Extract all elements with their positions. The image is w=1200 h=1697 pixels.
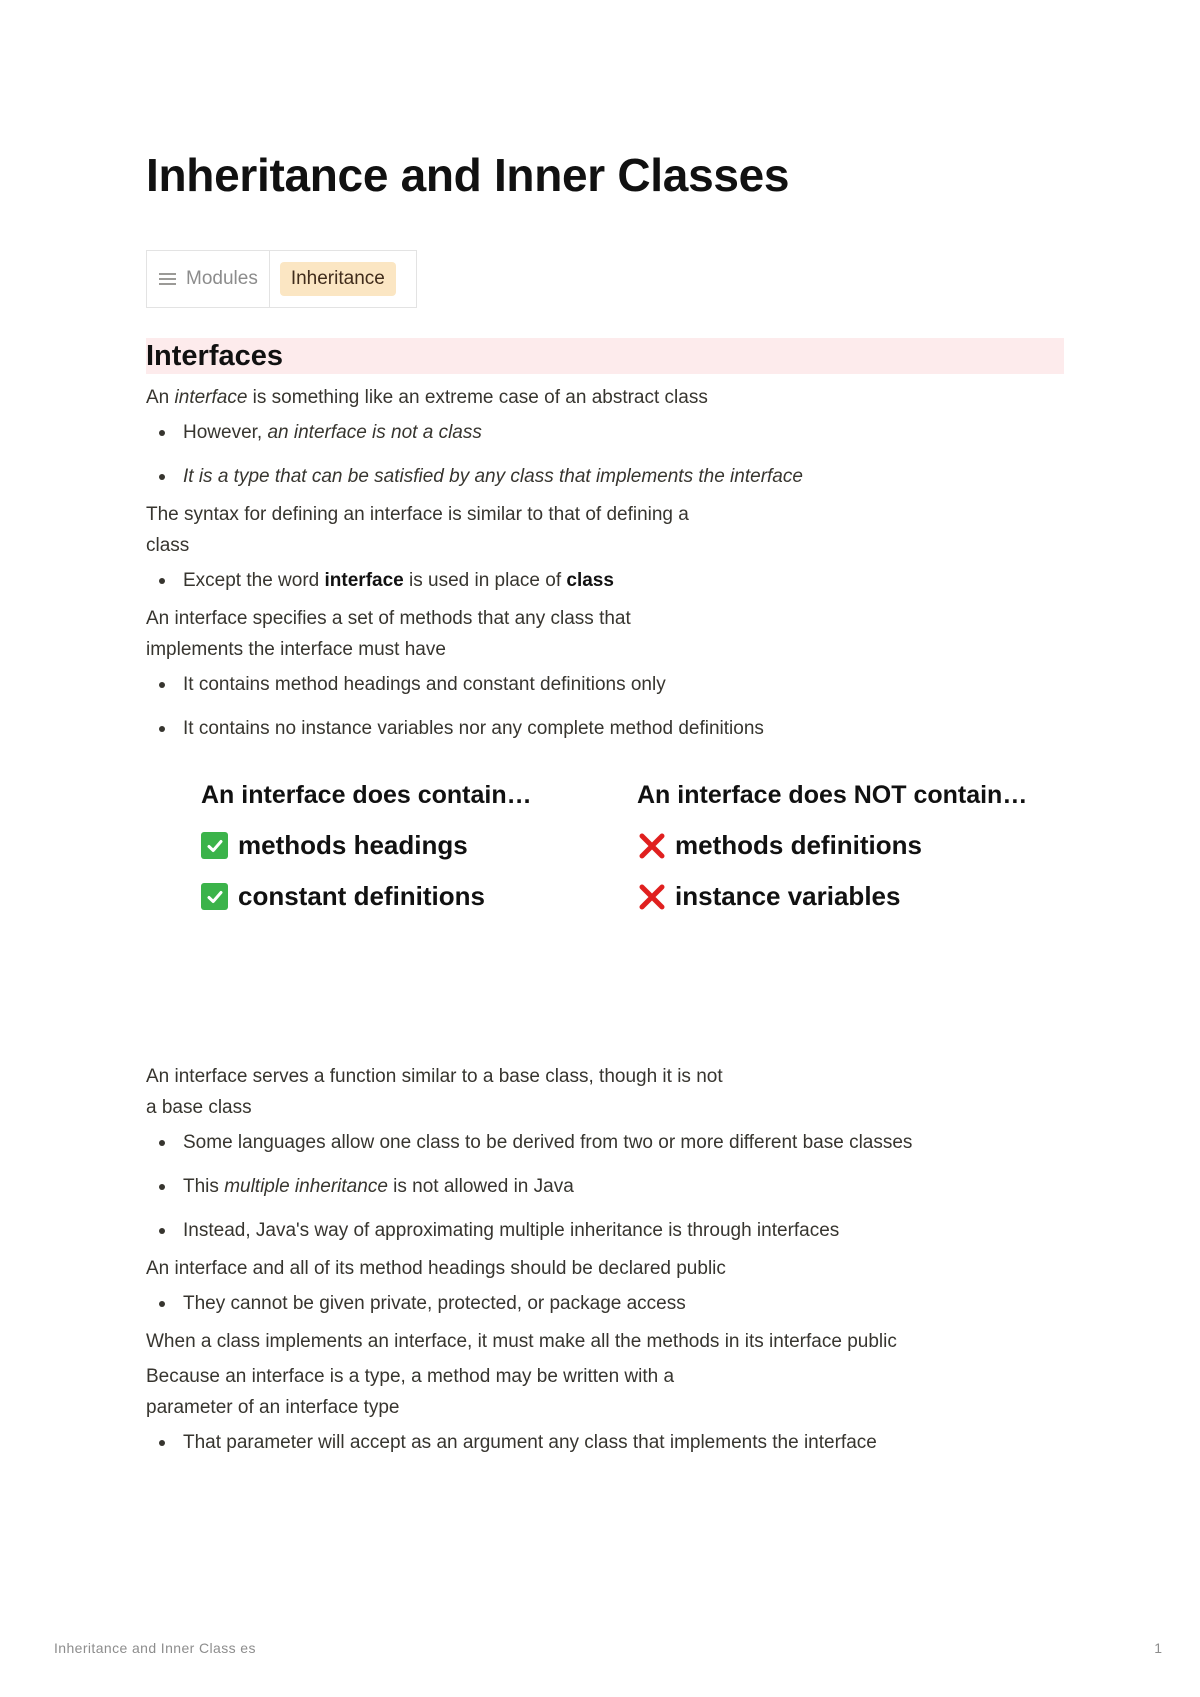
property-key bbox=[147, 251, 270, 307]
list-item: It contains no instance variables nor any complete method definitions bbox=[146, 717, 1064, 740]
list-item: They cannot be given private, protected, or package access bbox=[146, 1292, 1064, 1315]
bullet-list bbox=[146, 1292, 1064, 1315]
not-contains-heading: An interface does NOT contain… bbox=[637, 781, 1028, 809]
bullet-list bbox=[146, 569, 1064, 592]
page-number: 1 bbox=[1154, 1640, 1162, 1656]
bullet-list bbox=[146, 1131, 1064, 1242]
bullet-list bbox=[146, 673, 1064, 740]
list-item: That parameter will accept as an argument any class that implements the interface bbox=[146, 1431, 1064, 1454]
list-item: Instead, Java's way of approximating multiple inheritance is through interfaces bbox=[146, 1219, 1064, 1242]
paragraph: An interface and all of its method headings should be declared public bbox=[146, 1258, 726, 1279]
paragraph: The syntax for defining an interface is similar to that of defining a class bbox=[146, 504, 689, 556]
not-contains-item: methods definitions bbox=[637, 830, 1027, 861]
not-contains-column bbox=[637, 781, 1027, 932]
paragraph: An interface specifies a set of methods that any class that implements the interface must have bbox=[146, 608, 631, 660]
paragraph: An interface is something like an extreme case of an abstract class bbox=[146, 387, 708, 408]
comparison-figure bbox=[146, 761, 1064, 1061]
contains-item: methods headings bbox=[201, 830, 532, 861]
page-title: Inheritance and Inner Classes bbox=[146, 149, 790, 201]
properties-row bbox=[146, 250, 417, 308]
check-mark-icon bbox=[201, 832, 228, 859]
list-item: It contains method headings and constant definitions only bbox=[146, 673, 1064, 696]
not-contains-item: instance variables bbox=[637, 881, 1027, 912]
list-item: This multiple inheritance is not allowed in Java bbox=[146, 1175, 1064, 1198]
list-item: Some languages allow one class to be derived from two or more different base classes bbox=[146, 1131, 1064, 1154]
list-item: It is a type that can be satisfied by any class that implements the interface bbox=[146, 465, 1064, 488]
list-icon bbox=[159, 270, 176, 288]
bullet-list bbox=[146, 421, 1064, 488]
property-key-label: Modules bbox=[186, 268, 258, 289]
content bbox=[146, 338, 1064, 1475]
cross-mark-icon bbox=[637, 831, 667, 861]
paragraph: When a class implements an interface, it must make all the methods in its interface public bbox=[146, 1331, 897, 1352]
module-tag[interactable]: Inheritance bbox=[280, 262, 396, 296]
cross-mark-icon bbox=[637, 882, 667, 912]
list-item: However, an interface is not a class bbox=[146, 421, 1064, 444]
paragraph: Because an interface is a type, a method may be written with a parameter of an interface type bbox=[146, 1366, 675, 1418]
paragraph: An interface serves a function similar to a base class, though it is not a base class bbox=[146, 1066, 723, 1118]
contains-item: constant definitions bbox=[201, 881, 532, 912]
contains-column bbox=[201, 781, 532, 932]
section-heading: Interfaces bbox=[146, 338, 1064, 374]
list-item: Except the word interface is used in place of class bbox=[146, 569, 1064, 592]
footer-title: Inheritance and Inner Class es bbox=[54, 1640, 256, 1656]
property-value[interactable] bbox=[270, 251, 416, 307]
check-mark-icon bbox=[201, 883, 228, 910]
bullet-list bbox=[146, 1431, 1064, 1454]
contains-heading: An interface does contain… bbox=[201, 781, 532, 809]
